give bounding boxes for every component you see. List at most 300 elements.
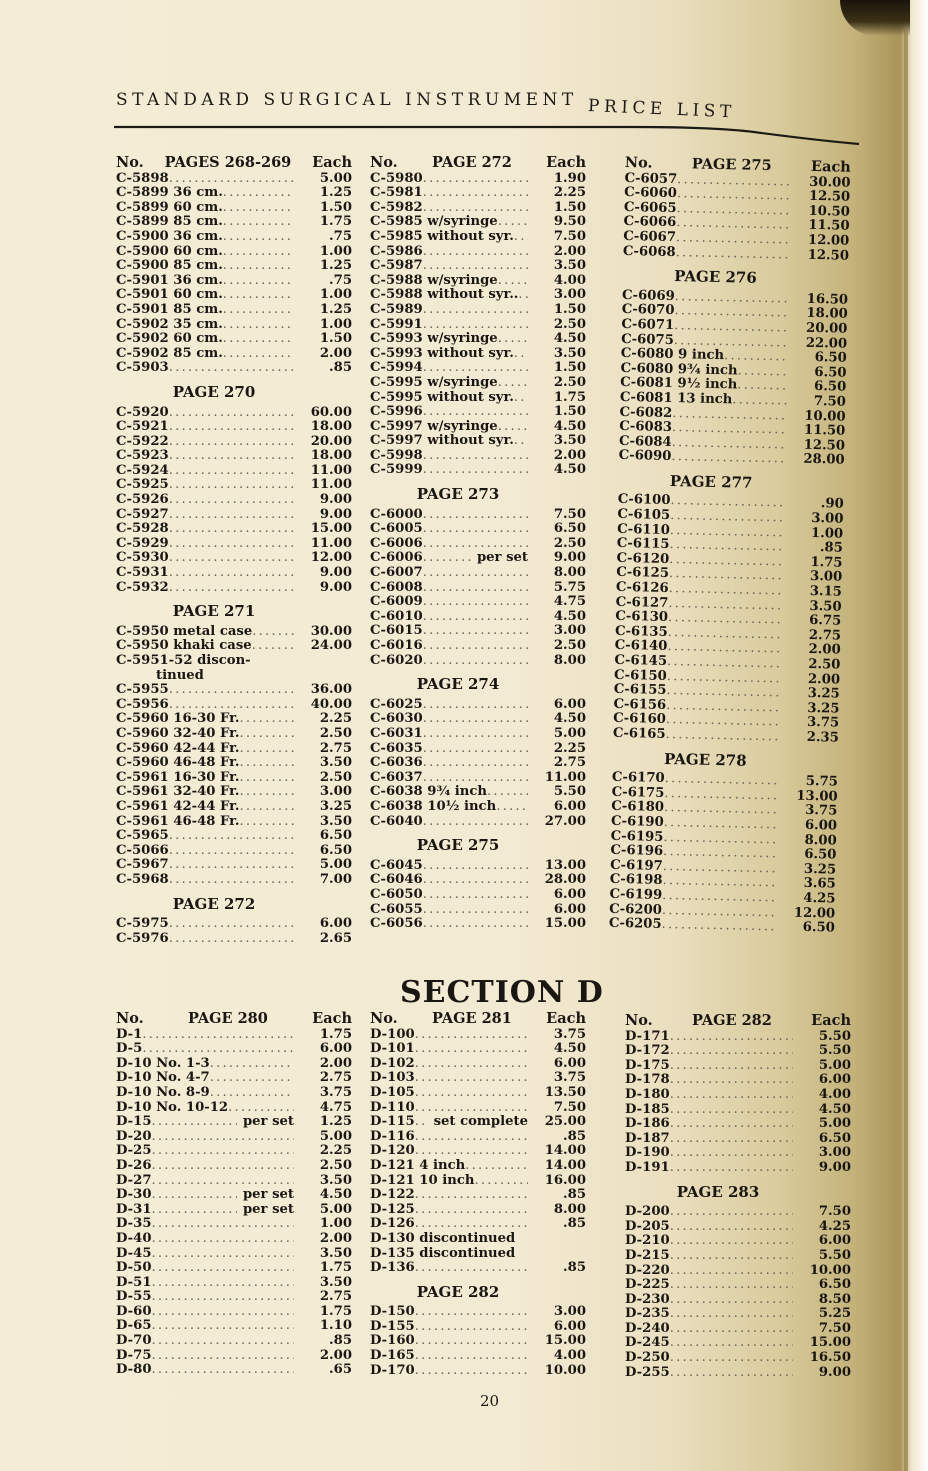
- item-code: C-6025: [370, 696, 423, 712]
- item-code: C-5994: [370, 360, 423, 376]
- item-code: D-180: [625, 1086, 670, 1102]
- item-code: C-6080 9 inch: [620, 346, 725, 364]
- dot-leader: [169, 698, 294, 713]
- item-price: 3.50: [809, 598, 842, 615]
- dot-leader: [514, 230, 528, 245]
- item-price: 12.50: [803, 437, 846, 454]
- dot-leader: [152, 1305, 294, 1320]
- item-code: C-6081 13 inch: [619, 389, 733, 408]
- item-code: C-6070: [621, 302, 675, 319]
- item-price: 1.50: [319, 331, 352, 347]
- item-code: C-5999: [370, 462, 423, 478]
- item-code: C-5960 16-30 Fr.: [116, 711, 240, 727]
- price-row: [370, 873, 586, 888]
- dot-leader: [670, 1059, 793, 1074]
- dot-leader: [223, 215, 294, 230]
- item-price: 2.00: [319, 1230, 352, 1246]
- item-price: 9.00: [818, 1364, 851, 1380]
- column-header: [625, 1014, 851, 1029]
- dot-leader: [152, 1349, 294, 1364]
- item-price: 3.50: [319, 755, 352, 771]
- dot-leader: [670, 1030, 793, 1045]
- item-code: C-6066: [623, 214, 677, 231]
- dot-leader: [496, 800, 528, 815]
- item-price: 3.00: [553, 623, 586, 639]
- price-row: [116, 1174, 352, 1189]
- price-row: [116, 917, 352, 932]
- item-price: 15.00: [310, 521, 352, 537]
- dot-leader: [142, 1042, 294, 1057]
- item-code: D-155: [370, 1318, 415, 1334]
- price-row: [116, 493, 352, 508]
- price-row: [370, 1071, 586, 1086]
- dot-leader: [515, 1232, 528, 1247]
- dot-leader: [252, 625, 294, 640]
- item-code: C-6040: [370, 813, 423, 829]
- dot-leader: [423, 172, 528, 187]
- item-code: C-5956: [116, 696, 169, 712]
- item-price: 1.75: [810, 554, 843, 571]
- item-code: D-55: [116, 1289, 152, 1305]
- item-code: C-6031: [370, 725, 423, 741]
- price-row: [116, 1057, 352, 1072]
- item-price: 3.75: [319, 1084, 352, 1100]
- item-price: 1.75: [319, 1303, 352, 1319]
- column-header-page: PAGE 272: [432, 154, 512, 171]
- dot-leader: [465, 1159, 528, 1174]
- item-price: 15.00: [544, 1333, 586, 1349]
- item-price: 1.75: [319, 214, 352, 230]
- item-code: D-255: [625, 1364, 670, 1380]
- item-code: C-5901 60 cm.: [116, 287, 223, 303]
- dot-leader: [223, 245, 294, 260]
- item-code: C-5980: [370, 170, 423, 186]
- item-code: D-35: [116, 1216, 152, 1232]
- item-price: 10.00: [809, 1262, 851, 1278]
- header-rule: [114, 124, 859, 146]
- item-code: D-200: [625, 1204, 670, 1220]
- price-row: [370, 186, 586, 201]
- price-row: [116, 1188, 352, 1203]
- item-price: 5.50: [818, 1247, 851, 1263]
- dot-leader: [423, 508, 528, 523]
- item-price: 3.00: [811, 511, 844, 527]
- dot-leader: [169, 917, 294, 932]
- item-price: 4.00: [553, 272, 586, 288]
- item-price: 9.00: [319, 565, 352, 581]
- item-price: 1.75: [553, 389, 586, 405]
- item-code: C-5950 khaki case: [116, 638, 252, 654]
- price-row: [116, 478, 352, 493]
- item-price: 11.00: [310, 535, 352, 551]
- price-row: [370, 742, 586, 757]
- dot-leader: [423, 303, 528, 318]
- item-code: D-27: [116, 1172, 152, 1188]
- item-code: C-6199: [609, 886, 663, 903]
- item-price: 9.00: [319, 492, 352, 508]
- item-price: .85: [563, 1187, 586, 1203]
- dot-leader: [169, 508, 294, 523]
- item-price: 4.50: [553, 331, 586, 347]
- item-code: D-25: [116, 1143, 152, 1159]
- dot-leader: [415, 1130, 528, 1145]
- item-price: 3.15: [809, 583, 843, 600]
- item-code: C-5960 32-40 Fr.: [116, 725, 240, 741]
- item-price: 6.00: [818, 1072, 851, 1088]
- price-row: [116, 1203, 352, 1218]
- item-price: 27.00: [544, 813, 586, 829]
- dot-leader: [423, 654, 528, 669]
- item-code: C-5928: [116, 521, 169, 537]
- price-row: [116, 698, 352, 713]
- page-edge-shadow: [840, 0, 910, 36]
- price-row: [370, 405, 586, 420]
- item-code: D-116: [370, 1128, 415, 1144]
- item-price: 4.75: [553, 594, 586, 610]
- dot-leader: [423, 756, 528, 771]
- dot-leader: [670, 1073, 793, 1088]
- price-row: [370, 1028, 586, 1043]
- price-row: [625, 1161, 851, 1176]
- item-price: 3.50: [553, 433, 586, 449]
- item-price: 6.00: [319, 1041, 352, 1057]
- item-code: C-6046: [370, 872, 423, 888]
- item-price: 4.50: [553, 418, 586, 434]
- item-price: 3.00: [553, 1304, 586, 1320]
- price-row: [625, 1322, 851, 1337]
- price-row: [625, 1103, 851, 1118]
- item-price: 6.50: [319, 828, 352, 844]
- item-price: 1.25: [319, 258, 352, 274]
- dot-leader: [498, 420, 528, 435]
- item-price: 11.00: [544, 769, 586, 785]
- item-code: D-1: [116, 1026, 143, 1042]
- item-price: 13.50: [544, 1084, 586, 1100]
- column-header-no: No.: [116, 1010, 144, 1027]
- dot-leader: [423, 610, 528, 625]
- item-price: 6.75: [809, 613, 842, 629]
- price-column-d3: [625, 1014, 851, 1380]
- price-row: [370, 1334, 586, 1349]
- dot-leader: [169, 449, 294, 464]
- page-subheading: PAGE 283: [676, 1182, 760, 1201]
- dot-leader: [498, 332, 528, 347]
- item-price: 7.50: [818, 1320, 851, 1336]
- item-code: D-102: [370, 1055, 415, 1071]
- item-code: D-185: [625, 1101, 670, 1117]
- price-row: [625, 1278, 851, 1293]
- price-row: [370, 815, 586, 830]
- price-row: [116, 435, 352, 450]
- price-row: [116, 800, 352, 815]
- item-price: 3.00: [809, 569, 843, 586]
- column-header-each: Each: [312, 1010, 352, 1027]
- price-row: [116, 844, 352, 859]
- item-code: D-122: [370, 1187, 415, 1203]
- item-code: C-6080 9¾ inch: [620, 360, 738, 379]
- item-code: C-5922: [116, 433, 169, 449]
- item-code: D-245: [625, 1335, 670, 1351]
- item-code: C-6140: [614, 638, 668, 655]
- item-code: D-105: [370, 1084, 415, 1100]
- price-row: [625, 1030, 851, 1045]
- item-code: D-186: [625, 1116, 670, 1132]
- dot-leader: [671, 450, 787, 467]
- item-price: 2.50: [553, 316, 586, 332]
- dot-leader: [415, 1349, 528, 1364]
- item-price: 6.00: [319, 916, 352, 932]
- item-code: D-150: [370, 1304, 415, 1320]
- column-header: [370, 156, 586, 171]
- dot-leader: [665, 728, 781, 745]
- price-row: [370, 1232, 586, 1247]
- item-note: per set: [242, 1187, 294, 1203]
- price-row: [116, 712, 352, 727]
- item-price: 3.75: [553, 1070, 586, 1086]
- dot-leader: [169, 435, 294, 450]
- item-code: C-6145: [614, 652, 668, 669]
- item-code: D-171: [625, 1028, 670, 1044]
- item-code: C-5993 without syr.: [370, 345, 514, 361]
- price-row: [116, 625, 352, 640]
- item-code: D-10 No. 10-12: [116, 1099, 229, 1115]
- page-subheading: PAGE 272: [172, 894, 256, 913]
- dot-leader: [415, 1057, 528, 1072]
- item-price: 1.50: [553, 199, 586, 215]
- item-price: [534, 1247, 586, 1262]
- item-code: C-5955: [116, 682, 169, 698]
- dot-leader: [423, 449, 528, 464]
- dot-leader: [423, 566, 528, 581]
- item-price: 4.00: [818, 1086, 851, 1102]
- price-row: [370, 1217, 586, 1232]
- dot-leader: [152, 1188, 237, 1203]
- price-row: [116, 654, 352, 669]
- dot-leader: [152, 1130, 294, 1145]
- item-price: 2.50: [808, 656, 841, 673]
- item-code: C-6008: [370, 579, 423, 595]
- column-header-no: No.: [625, 1012, 653, 1029]
- page-subheading: PAGE 277: [669, 471, 753, 492]
- dot-leader: [423, 245, 528, 260]
- item-code: D-101: [370, 1041, 415, 1057]
- item-price: 1.25: [319, 301, 352, 317]
- item-code: C-6081 9½ inch: [620, 375, 738, 393]
- dot-leader: [670, 1278, 793, 1293]
- column-header-each: Each: [811, 1012, 851, 1029]
- dot-leader: [670, 1234, 793, 1249]
- dot-leader: [423, 712, 528, 727]
- item-price: 3.00: [553, 287, 586, 303]
- item-code: D-26: [116, 1157, 152, 1173]
- dot-leader: [423, 624, 528, 639]
- item-price: 2.75: [319, 740, 352, 756]
- item-code: C-5899 36 cm.: [116, 185, 223, 201]
- item-code: C-6165: [612, 725, 666, 742]
- dot-leader: [423, 698, 528, 713]
- dot-leader: [670, 1264, 793, 1279]
- header-title-right: PRICE LIST: [587, 96, 736, 123]
- price-row: [625, 1234, 851, 1249]
- item-code: C-5930: [116, 550, 169, 566]
- price-column-c1: [116, 156, 352, 946]
- price-row: [370, 1144, 586, 1159]
- dot-leader: [252, 639, 294, 654]
- price-row: [116, 1130, 352, 1145]
- item-code: D-10 No. 4-7: [116, 1070, 210, 1086]
- item-code: C-6198: [609, 872, 663, 889]
- price-row: [116, 508, 352, 523]
- item-price: .85: [563, 1260, 586, 1276]
- item-code: D-45: [116, 1245, 152, 1261]
- item-code: C-5961 46-48 Fr.: [116, 813, 240, 829]
- dot-leader: [670, 1220, 793, 1235]
- item-code: C-5960 46-48 Fr.: [116, 755, 240, 771]
- item-code: D-121 10 inch: [370, 1172, 475, 1188]
- item-code: C-6150: [613, 667, 667, 684]
- price-row: [370, 727, 586, 742]
- dot-leader: [514, 434, 528, 449]
- dot-leader: [670, 1322, 793, 1337]
- item-price: 3.50: [319, 1245, 352, 1261]
- item-code: C-6045: [370, 857, 423, 873]
- item-code: C-6075: [621, 331, 674, 348]
- page-subheading: PAGE 270: [172, 382, 256, 401]
- item-price: [300, 654, 352, 669]
- item-code: C-5926: [116, 492, 169, 508]
- price-row: [370, 566, 586, 581]
- dot-leader: [423, 201, 528, 216]
- price-row: [370, 347, 586, 362]
- price-row: [116, 274, 352, 289]
- item-code: C-5985 without syr.: [370, 228, 514, 244]
- item-price: 24.00: [310, 638, 352, 654]
- item-price: 6.00: [804, 817, 838, 834]
- column-header-page: PAGE 275: [691, 155, 772, 175]
- price-row: [625, 1366, 851, 1381]
- item-code: C-6067: [623, 228, 677, 246]
- price-row: [116, 361, 352, 376]
- item-code: D-205: [625, 1218, 670, 1234]
- item-price: [300, 669, 352, 684]
- item-code: C-5901 36 cm.: [116, 272, 223, 288]
- dot-leader: [240, 771, 295, 786]
- item-price: 5.00: [553, 725, 586, 741]
- dot-leader: [223, 318, 294, 333]
- item-price: 1.50: [553, 301, 586, 317]
- item-price: 8.50: [818, 1291, 851, 1307]
- price-row: [370, 903, 586, 918]
- item-code: D-51: [116, 1274, 152, 1290]
- item-code: C-6009: [370, 594, 423, 610]
- price-row: [625, 1293, 851, 1308]
- item-code: D-31: [116, 1201, 152, 1217]
- price-row: [116, 259, 352, 274]
- item-code: C-5982: [370, 199, 423, 215]
- item-code: C-6175: [611, 784, 665, 801]
- item-code: C-5986: [370, 243, 423, 259]
- item-price: 6.00: [553, 1055, 586, 1071]
- dot-leader: [169, 551, 294, 566]
- item-code: C-6155: [613, 682, 667, 699]
- price-row: [116, 581, 352, 596]
- column-header-page: PAGE 280: [188, 1010, 268, 1027]
- dot-leader: [169, 537, 294, 552]
- price-row: [116, 1363, 352, 1378]
- dot-leader: [210, 1071, 294, 1086]
- item-code: C-6135: [614, 623, 668, 640]
- dot-leader: [423, 318, 528, 333]
- column-header-each: Each: [546, 154, 586, 171]
- price-row: [370, 654, 586, 669]
- item-code: C-5961 16-30 Fr.: [116, 769, 240, 785]
- item-price: 16.50: [809, 1350, 851, 1366]
- item-code: C-6020: [370, 652, 423, 668]
- price-row: [116, 742, 352, 757]
- dot-leader: [169, 683, 294, 698]
- item-price: 2.00: [553, 243, 586, 259]
- page-subheading: PAGE 278: [663, 749, 747, 770]
- price-row: [370, 303, 586, 318]
- item-price: .65: [329, 1362, 352, 1378]
- item-price: 18.00: [310, 448, 352, 464]
- dot-leader: [240, 756, 295, 771]
- item-code: D-160: [370, 1333, 415, 1349]
- dot-leader: [169, 478, 294, 493]
- item-price: 8.00: [804, 832, 837, 849]
- item-price: 2.50: [319, 1157, 352, 1173]
- item-code: D-103: [370, 1070, 415, 1086]
- dot-leader: [415, 1364, 528, 1379]
- dot-leader: [423, 405, 528, 420]
- column-header-no: No.: [624, 154, 653, 172]
- item-price: .85: [563, 1216, 586, 1232]
- item-code: C-6105: [617, 506, 671, 524]
- dot-leader: [423, 917, 528, 932]
- item-price: 6.50: [319, 842, 352, 858]
- price-row: [619, 449, 845, 468]
- item-price: 30.00: [310, 623, 352, 639]
- column-header-no: No.: [370, 1010, 398, 1027]
- item-price: 7.50: [553, 228, 586, 244]
- dot-leader: [415, 1203, 528, 1218]
- item-price: 1.00: [319, 243, 352, 259]
- item-code: C-5995 without syr.: [370, 389, 514, 405]
- dot-leader: [152, 1363, 294, 1378]
- item-code: C-6100: [617, 492, 671, 509]
- item-note: set complete: [433, 1114, 528, 1130]
- dot-leader: [169, 493, 294, 508]
- item-code: C-5988 w/syringe: [370, 272, 498, 288]
- item-price: 14.00: [544, 1157, 586, 1173]
- item-price: 5.00: [818, 1116, 851, 1132]
- item-code: D-210: [625, 1233, 670, 1249]
- price-row: [116, 318, 352, 333]
- item-code: D-130 discontinued: [370, 1230, 516, 1246]
- item-price: 60.00: [310, 404, 352, 420]
- price-row: [625, 1351, 851, 1366]
- item-price: 1.00: [319, 287, 352, 303]
- price-row: [116, 201, 352, 216]
- item-code: C-6069: [621, 287, 675, 304]
- dot-leader: [152, 1232, 294, 1247]
- item-price: 10.50: [808, 203, 851, 220]
- price-row: [623, 245, 849, 264]
- item-code: C-5975: [116, 916, 169, 932]
- item-code: D-20: [116, 1128, 152, 1144]
- price-row: [370, 1305, 586, 1320]
- item-code: C-6006: [370, 550, 423, 566]
